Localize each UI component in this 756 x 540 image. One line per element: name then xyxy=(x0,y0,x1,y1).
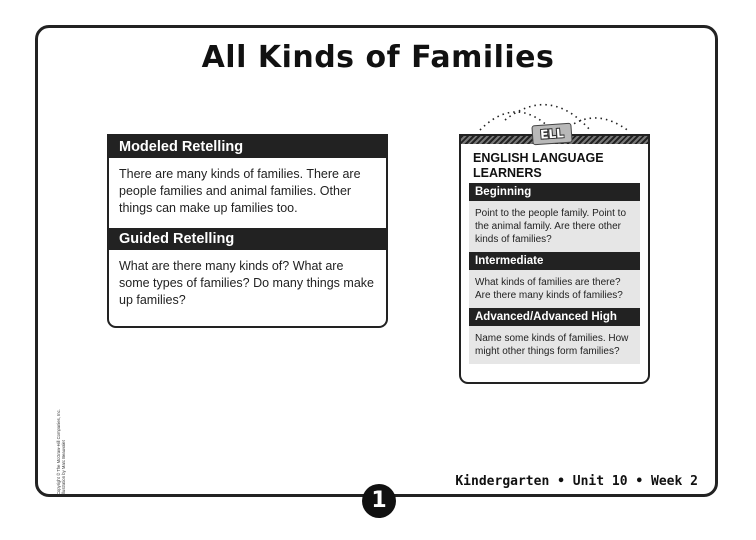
retelling-card xyxy=(107,134,388,328)
ell-level-beginning-label: Beginning xyxy=(469,183,640,201)
guided-retelling-header: Guided Retelling xyxy=(109,228,386,250)
grade-unit-week-footer: Kindergarten • Unit 10 • Week 2 xyxy=(455,474,698,489)
ell-level-advanced-text: Name some kinds of families. How might other things form families? xyxy=(469,326,640,364)
ell-level-advanced-label: Advanced/Advanced High xyxy=(469,308,640,326)
ell-level-beginning-text: Point to the people family. Point to the animal family. Are there other kinds of families? xyxy=(469,201,640,252)
ell-level-intermediate-label: Intermediate xyxy=(469,252,640,270)
modeled-retelling-header: Modeled Retelling xyxy=(109,136,386,158)
ell-heading: ENGLISH LANGUAGE LEARNERS xyxy=(473,151,604,180)
modeled-retelling-text: There are many kinds of families. There are people families and animal families. Other things can make up families too. xyxy=(119,167,361,215)
copyright-line: Copyright © The McGraw-Hill Companies, Inc. xyxy=(56,409,61,495)
page-number-badge: 1 xyxy=(362,484,396,518)
ell-badge: ELL xyxy=(531,123,572,146)
guided-retelling-text: What are there many kinds of? What are some types of families? Do many things make up families? xyxy=(119,259,374,307)
ell-level-intermediate-text: What kinds of families are there? Are there many kinds of families? xyxy=(469,270,640,308)
page-title: All Kinds of Families xyxy=(201,40,555,75)
ell-box xyxy=(459,134,650,384)
illustration-credit: Illustration by Marc Beauvalet xyxy=(61,440,67,495)
copyright-notice xyxy=(56,409,66,495)
